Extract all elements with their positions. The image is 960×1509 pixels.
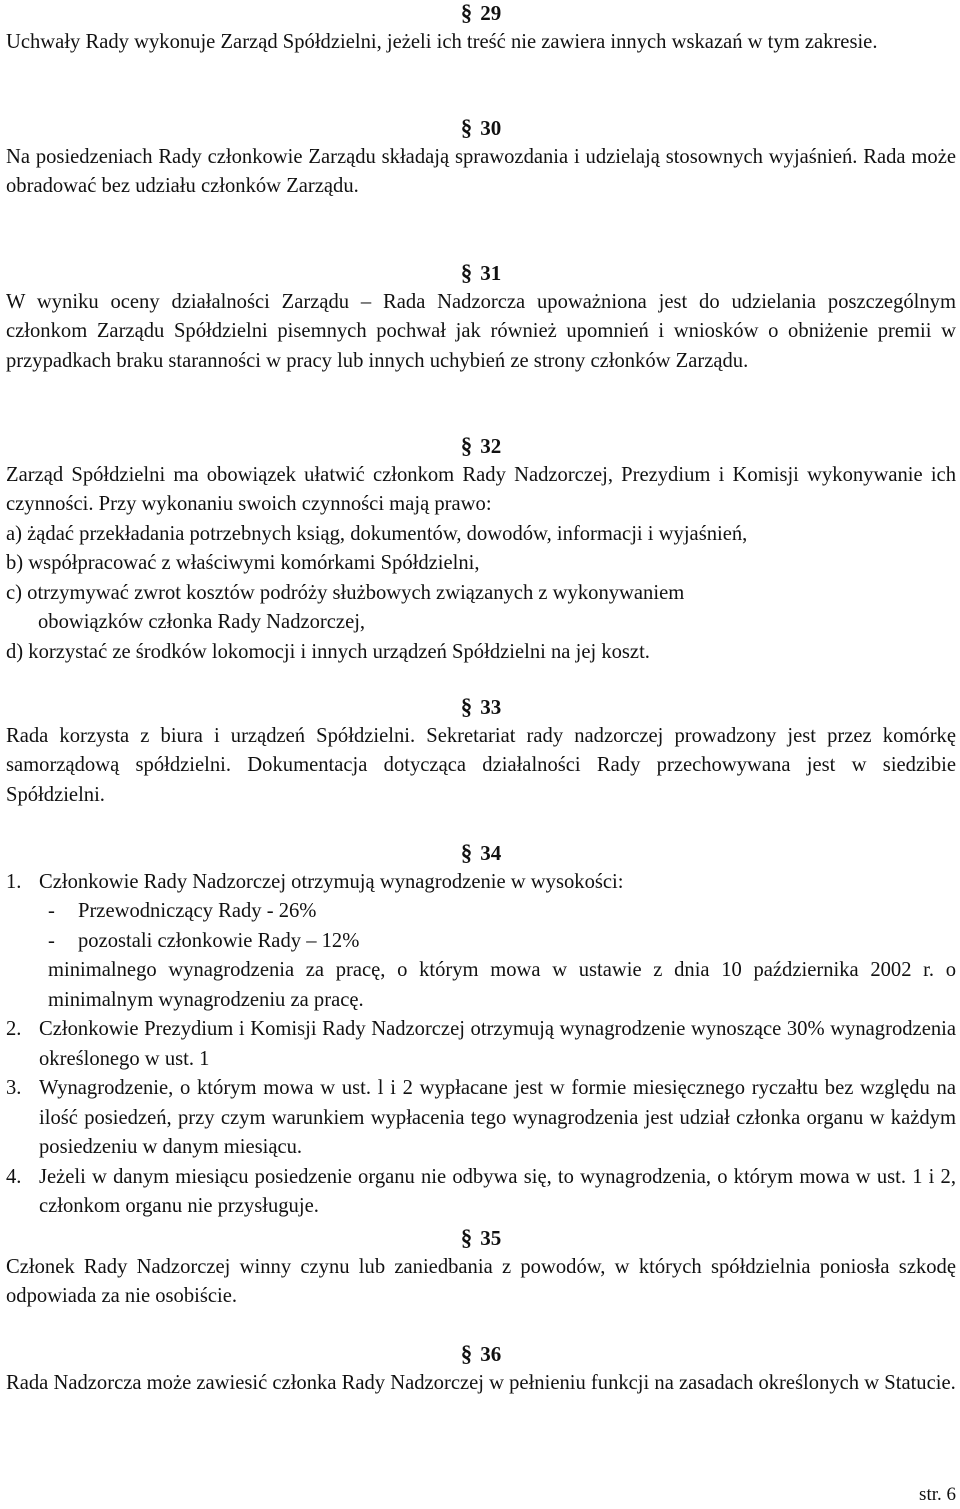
section-text: Rada korzysta z biura i urządzeń Spółdzielni. Sekretariat rady nadzorczej prowadzony jest przez komórkę samorządową spółdzielni. Dokumentacja dotycząca działalności Rady przechowywana jest w siedzibie Spółdzielni. <box>6 724 956 806</box>
list-item-continuation: obowiązków członka Rady Nadzorczej, <box>38 611 366 633</box>
section-35 <box>6 1223 956 1312</box>
point-number: 1. <box>6 870 22 893</box>
section-number: 29 <box>480 1 502 25</box>
numbered-point <box>6 1163 956 1222</box>
section-sign-icon: § <box>460 260 473 285</box>
section-sign-icon: § <box>460 694 473 719</box>
section-29 <box>6 0 956 57</box>
point-number: 2. <box>6 1018 22 1040</box>
numbered-point <box>6 1074 956 1163</box>
point-text: Wynagrodzenie, o którym mowa w ust. l i 2 wypłacane jest w formie miesięcznego ryczałtu bez względu na ilość posiedzeń, przy czym warunkiem wypłacenia tego wynagrodzenia jest udział członka organu w każdym posiedzeniu w danym miesiącu. <box>39 1077 956 1158</box>
point-text: Członkowie Rady Nadzorczej otrzymują wynagrodzenie w wysokości: <box>39 870 624 893</box>
section-34 <box>6 838 956 1222</box>
list-item: a) żądać przekładania potrzebnych ksiąg, dokumentów, dowodów, informacji i wyjaśnień, <box>6 522 748 545</box>
section-heading <box>6 258 956 288</box>
point-text: Jeżeli w danym miesiącu posiedzenie organu nie odbywa się, to wynagrodzenia, o którym mowa w ust. 1 i 2, członkom organu nie przysługuje. <box>39 1165 956 1217</box>
section-sign-icon: § <box>460 0 473 25</box>
dash-marker: - <box>48 929 55 952</box>
section-heading <box>6 113 956 143</box>
list-item: d) korzystać ze środków lokomocji i innych urządzeń Spółdzielni na jej koszt. <box>6 640 650 663</box>
section-number: 34 <box>480 841 502 865</box>
section-31 <box>6 258 956 376</box>
page-number: str. 6 <box>919 1483 956 1505</box>
section-heading <box>6 692 956 722</box>
dash-item <box>6 927 956 957</box>
section-sign-icon: § <box>460 115 473 140</box>
section-heading <box>6 838 956 868</box>
section-intro: Zarząd Spółdzielni ma obowiązek ułatwić członkom Rady Nadzorczej, Prezydium i Komisji wykonywanie ich czynności. Przy wykonaniu swoich czynności mają prawo: <box>6 463 956 515</box>
section-number: 31 <box>480 261 502 285</box>
list-item: c) otrzymywać zwrot kosztów podróży służbowych związanych z wykonywaniem <box>6 581 685 604</box>
section-36 <box>6 1339 956 1398</box>
section-sign-icon: § <box>460 1341 473 1366</box>
point-text: Członkowie Prezydium i Komisji Rady Nadzorczej otrzymują wynagrodzenie wynoszące 30% wynagrodzenia określonego w ust. 1 <box>39 1018 956 1070</box>
section-number: 33 <box>480 695 502 719</box>
section-number: 32 <box>480 434 502 458</box>
section-heading <box>6 0 956 28</box>
section-heading <box>6 1339 956 1369</box>
section-heading <box>6 1223 956 1253</box>
section-text: Uchwały Rady wykonuje Zarząd Spółdzielni, jeżeli ich treść nie zawiera innych wskazań w tym zakresie. <box>6 30 878 53</box>
point-number: 3. <box>6 1077 22 1099</box>
dash-text: Przewodniczący Rady - 26% <box>78 900 317 922</box>
section-30 <box>6 113 956 202</box>
section-sign-icon: § <box>460 1225 473 1250</box>
numbered-point <box>6 868 956 898</box>
section-32 <box>6 431 956 667</box>
section-number: 30 <box>480 116 502 140</box>
point-number: 4. <box>6 1165 22 1188</box>
numbered-point <box>6 1015 956 1074</box>
section-text: W wyniku oceny działalności Zarządu – Rada Nadzorcza upoważniona jest do udzielania poszczególnym członkom Zarządu Spółdzielni pisemnych pochwał jak również upomnień i wniosków o obniżenie premii w przypadkach braku staranności w pracy lub innych uchybień ze strony członków Zarządu. <box>6 290 956 372</box>
dash-text: pozostali członkowie Rady – 12% <box>78 929 360 952</box>
dash-marker: - <box>48 900 55 922</box>
section-sign-icon: § <box>460 840 473 865</box>
section-heading <box>6 431 956 461</box>
list-item: b) współpracować z właściwymi komórkami Spółdzielni, <box>6 552 480 574</box>
section-sign-icon: § <box>460 433 473 458</box>
dash-item <box>6 897 956 927</box>
section-text: Członek Rady Nadzorczej winny czynu lub zaniedbania z powodów, w których spółdzielnia poniosła szkodę odpowiada za nie osobiście. <box>6 1255 956 1307</box>
section-text: Na posiedzeniach Rady członkowie Zarządu składają sprawozdania i udzielają stosownych wyjaśnień. Rada może obradować bez udziału członków Zarządu. <box>6 145 956 197</box>
point-continuation: minimalnego wynagrodzenia za pracę, o którym mowa w ustawie z dnia 10 października 2002 r. o minimalnym wynagrodzeniu za pracę. <box>48 959 956 1011</box>
section-number: 35 <box>480 1226 502 1250</box>
section-text: Rada Nadzorcza może zawiesić członka Rady Nadzorczej w pełnieniu funkcji na zasadach określonych w Statucie. <box>6 1371 956 1394</box>
section-number: 36 <box>480 1342 502 1366</box>
section-33 <box>6 692 956 810</box>
